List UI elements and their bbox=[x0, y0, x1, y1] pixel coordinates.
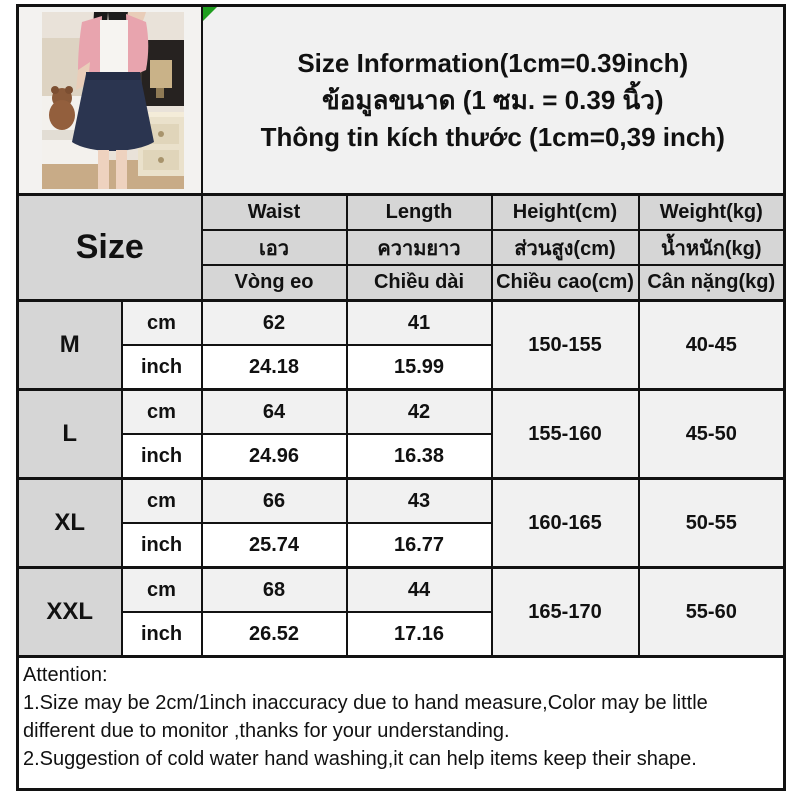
row-m-cm bbox=[18, 301, 785, 346]
attention-cell bbox=[18, 657, 785, 790]
xl-waist-cm: 66 bbox=[202, 479, 347, 524]
row-xl-cm bbox=[18, 479, 785, 524]
title-th: ข้อมูลขนาด (1 ซม. = 0.39 นิ้ว) bbox=[321, 84, 664, 115]
l-weight-range: 45-50 bbox=[639, 390, 785, 479]
xl-weight-range: 50-55 bbox=[639, 479, 785, 568]
unit-inch: inch bbox=[122, 612, 202, 657]
size-label-l: L bbox=[18, 390, 122, 479]
attention-heading: Attention: bbox=[23, 664, 108, 686]
xxl-weight-range: 55-60 bbox=[639, 568, 785, 657]
header-weight-en: Weight(kg) bbox=[639, 195, 785, 231]
l-length-inch: 16.38 bbox=[347, 434, 492, 479]
xxl-waist-inch: 26.52 bbox=[202, 612, 347, 657]
l-waist-cm: 64 bbox=[202, 390, 347, 435]
size-corner-label: Size bbox=[18, 195, 202, 301]
header-waist-en: Waist bbox=[202, 195, 347, 231]
m-length-inch: 15.99 bbox=[347, 345, 492, 390]
header-weight-vi: Cân nặng(kg) bbox=[639, 265, 785, 301]
size-label-xl: XL bbox=[18, 479, 122, 568]
header-height-en: Height(cm) bbox=[492, 195, 639, 231]
xl-waist-inch: 25.74 bbox=[202, 523, 347, 568]
title-vi: Thông tin kích thước (1cm=0,39 inch) bbox=[260, 121, 725, 152]
l-waist-inch: 24.96 bbox=[202, 434, 347, 479]
size-label-xxl: XXL bbox=[18, 568, 122, 657]
cell-flag-icon bbox=[203, 7, 217, 21]
unit-cm: cm bbox=[122, 479, 202, 524]
attention-item-1: 1.Size may be 2cm/1inch inaccuracy due to hand measure,Color may be little different due to monitor ,thanks for your understanding. bbox=[23, 692, 708, 742]
size-label-m: M bbox=[18, 301, 122, 390]
unit-inch: inch bbox=[122, 434, 202, 479]
xl-length-cm: 43 bbox=[347, 479, 492, 524]
header-length-vi: Chiều dài bbox=[347, 265, 492, 301]
header-waist-vi: Vòng eo bbox=[202, 265, 347, 301]
row-xxl-cm bbox=[18, 568, 785, 613]
m-length-cm: 41 bbox=[347, 301, 492, 346]
xxl-waist-cm: 68 bbox=[202, 568, 347, 613]
product-image-cell bbox=[18, 6, 202, 195]
product-photo-illustration bbox=[42, 12, 184, 189]
header-waist-th: เอว bbox=[202, 230, 347, 265]
unit-cm: cm bbox=[122, 390, 202, 435]
size-chart-table bbox=[16, 4, 786, 791]
attention-row bbox=[18, 657, 785, 790]
header-row-en bbox=[18, 195, 785, 231]
unit-inch: inch bbox=[122, 345, 202, 390]
l-length-cm: 42 bbox=[347, 390, 492, 435]
l-height-range: 155-160 bbox=[492, 390, 639, 479]
attention-item-2: 2.Suggestion of cold water hand washing,it can help items keep their shape. bbox=[23, 748, 697, 770]
unit-inch: inch bbox=[122, 523, 202, 568]
m-height-range: 150-155 bbox=[492, 301, 639, 390]
xl-length-inch: 16.77 bbox=[347, 523, 492, 568]
header-length-th: ความยาว bbox=[347, 230, 492, 265]
m-weight-range: 40-45 bbox=[639, 301, 785, 390]
unit-cm: cm bbox=[122, 301, 202, 346]
m-waist-cm: 62 bbox=[202, 301, 347, 346]
m-waist-inch: 24.18 bbox=[202, 345, 347, 390]
xxl-height-range: 165-170 bbox=[492, 568, 639, 657]
xl-height-range: 160-165 bbox=[492, 479, 639, 568]
header-length-en: Length bbox=[347, 195, 492, 231]
unit-cm: cm bbox=[122, 568, 202, 613]
size-chart-container bbox=[16, 4, 783, 791]
header-height-th: ส่วนสูง(cm) bbox=[492, 230, 639, 265]
title-row bbox=[18, 6, 785, 195]
xxl-length-inch: 17.16 bbox=[347, 612, 492, 657]
row-l-cm bbox=[18, 390, 785, 435]
title-en: Size Information(1cm=0.39inch) bbox=[297, 47, 689, 78]
header-height-vi: Chiều cao(cm) bbox=[492, 265, 639, 301]
header-weight-th: น้ำหนัก(kg) bbox=[639, 230, 785, 265]
title-cell bbox=[202, 6, 785, 195]
xxl-length-cm: 44 bbox=[347, 568, 492, 613]
